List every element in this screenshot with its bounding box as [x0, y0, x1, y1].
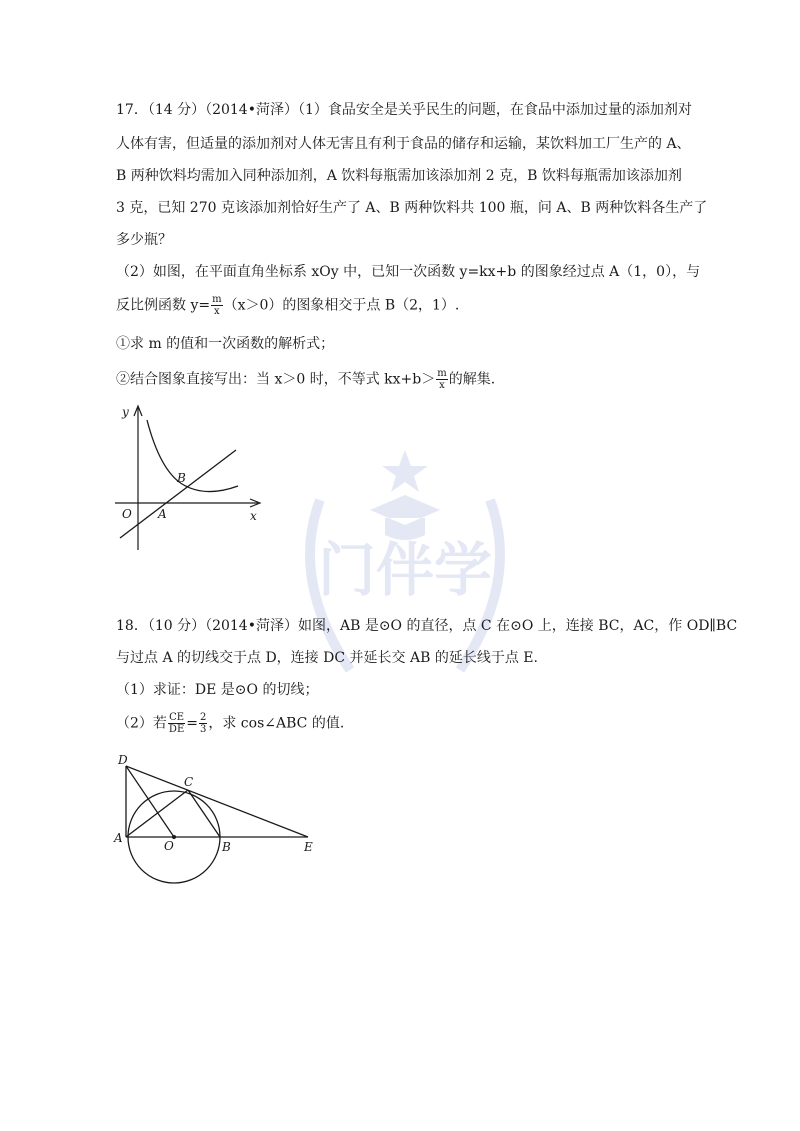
label-a: A — [158, 507, 167, 521]
q17-coordinate-figure — [110, 400, 270, 550]
q17-sub-2-post: 的解集. — [448, 371, 496, 388]
fraction-m-over-x: $\frac{m}{x}$ — [437, 368, 447, 391]
q18-sub-2-eq: = — [186, 715, 198, 732]
q17-sub-1: ①求 m 的值和一次函数的解析式； — [116, 336, 335, 352]
q17-sub-2-pre: ②结合图象直接写出：当 x＞0 时，不等式 kx+b＞ — [116, 371, 436, 388]
label-b: B — [177, 471, 186, 485]
q17-sub-2 — [116, 368, 495, 391]
label-y: y — [122, 405, 129, 419]
segment-ac — [126, 790, 188, 837]
q18-sub-2-pre: （2）若 — [116, 715, 167, 732]
segment-do — [126, 766, 174, 837]
q18-sub-1: （1）求证：DE 是⊙O 的切线； — [116, 682, 319, 698]
graduation-cap-icon — [370, 495, 440, 540]
q17-line-1: 17．（14 分）（2014•菏泽）（1）食品安全是关乎民生的问题，在食品中添加过量的添加剂对 — [116, 102, 692, 118]
label-a: A — [114, 831, 123, 845]
star-icon — [382, 450, 428, 492]
q17-line-2: 人体有害，但适量的添加剂对人体无害且有利于食品的储存和运输，某饮料加工厂生产的 A、 — [116, 136, 691, 152]
hyperbola-curve — [147, 420, 238, 492]
q17-line-3: B 两种饮料均需加入同种添加剂，A 饮料每瓶需加该添加剂 2 克，B 饮料每瓶需加该添加剂 — [116, 168, 682, 184]
q17-part2-line-1: （2）如图，在平面直角坐标系 xOy 中，已知一次函数 y=kx+b 的图象经过点 A（1，0），与 — [116, 264, 701, 280]
q17-line-4: 3 克，已知 270 克该添加剂恰好生产了 A、B 两种饮料共 100 瓶，问 A、B 两种饮料各生产了 — [116, 200, 708, 216]
label-e: E — [304, 840, 313, 854]
label-o: O — [164, 839, 174, 853]
q18-line-1: 18．（10 分）（2014•菏泽）如图，AB 是⊙O 的直径，点 C 在⊙O 上，连接 BC，AC，作 OD∥BC — [116, 618, 738, 634]
q17-part2-line-2-post: （x＞0）的图象相交于点 B（2，1）. — [223, 297, 460, 314]
q18-circle-figure — [110, 750, 330, 890]
label-c: C — [184, 775, 194, 789]
label-x: x — [250, 509, 257, 523]
fraction-ce-over-de: $\frac{CE}{DE}$ — [168, 712, 185, 735]
q18-sub-2 — [116, 712, 344, 735]
q18-line-2: 与过点 A 的切线交于点 D，连接 DC 并延长交 AB 的延长线于点 E. — [116, 650, 538, 666]
q18-sub-2-post: ，求 cos∠ABC 的值. — [208, 715, 345, 732]
q17-line-5: 多少瓶？ — [116, 232, 172, 248]
label-b: B — [222, 840, 231, 854]
label-d: D — [118, 753, 128, 767]
segment-de — [126, 766, 308, 837]
q17-part2-line-2-pre: 反比例函数 y= — [116, 297, 211, 314]
watermark-text: 门伴学 — [317, 536, 493, 604]
q17-part2-line-2 — [116, 294, 459, 317]
fraction-m-over-x: $\frac{m}{x}$ — [212, 294, 222, 317]
linear-function-line — [120, 450, 236, 538]
fraction-2-over-3: $\frac{2}{3}$ — [199, 712, 207, 735]
label-o: O — [122, 507, 132, 521]
